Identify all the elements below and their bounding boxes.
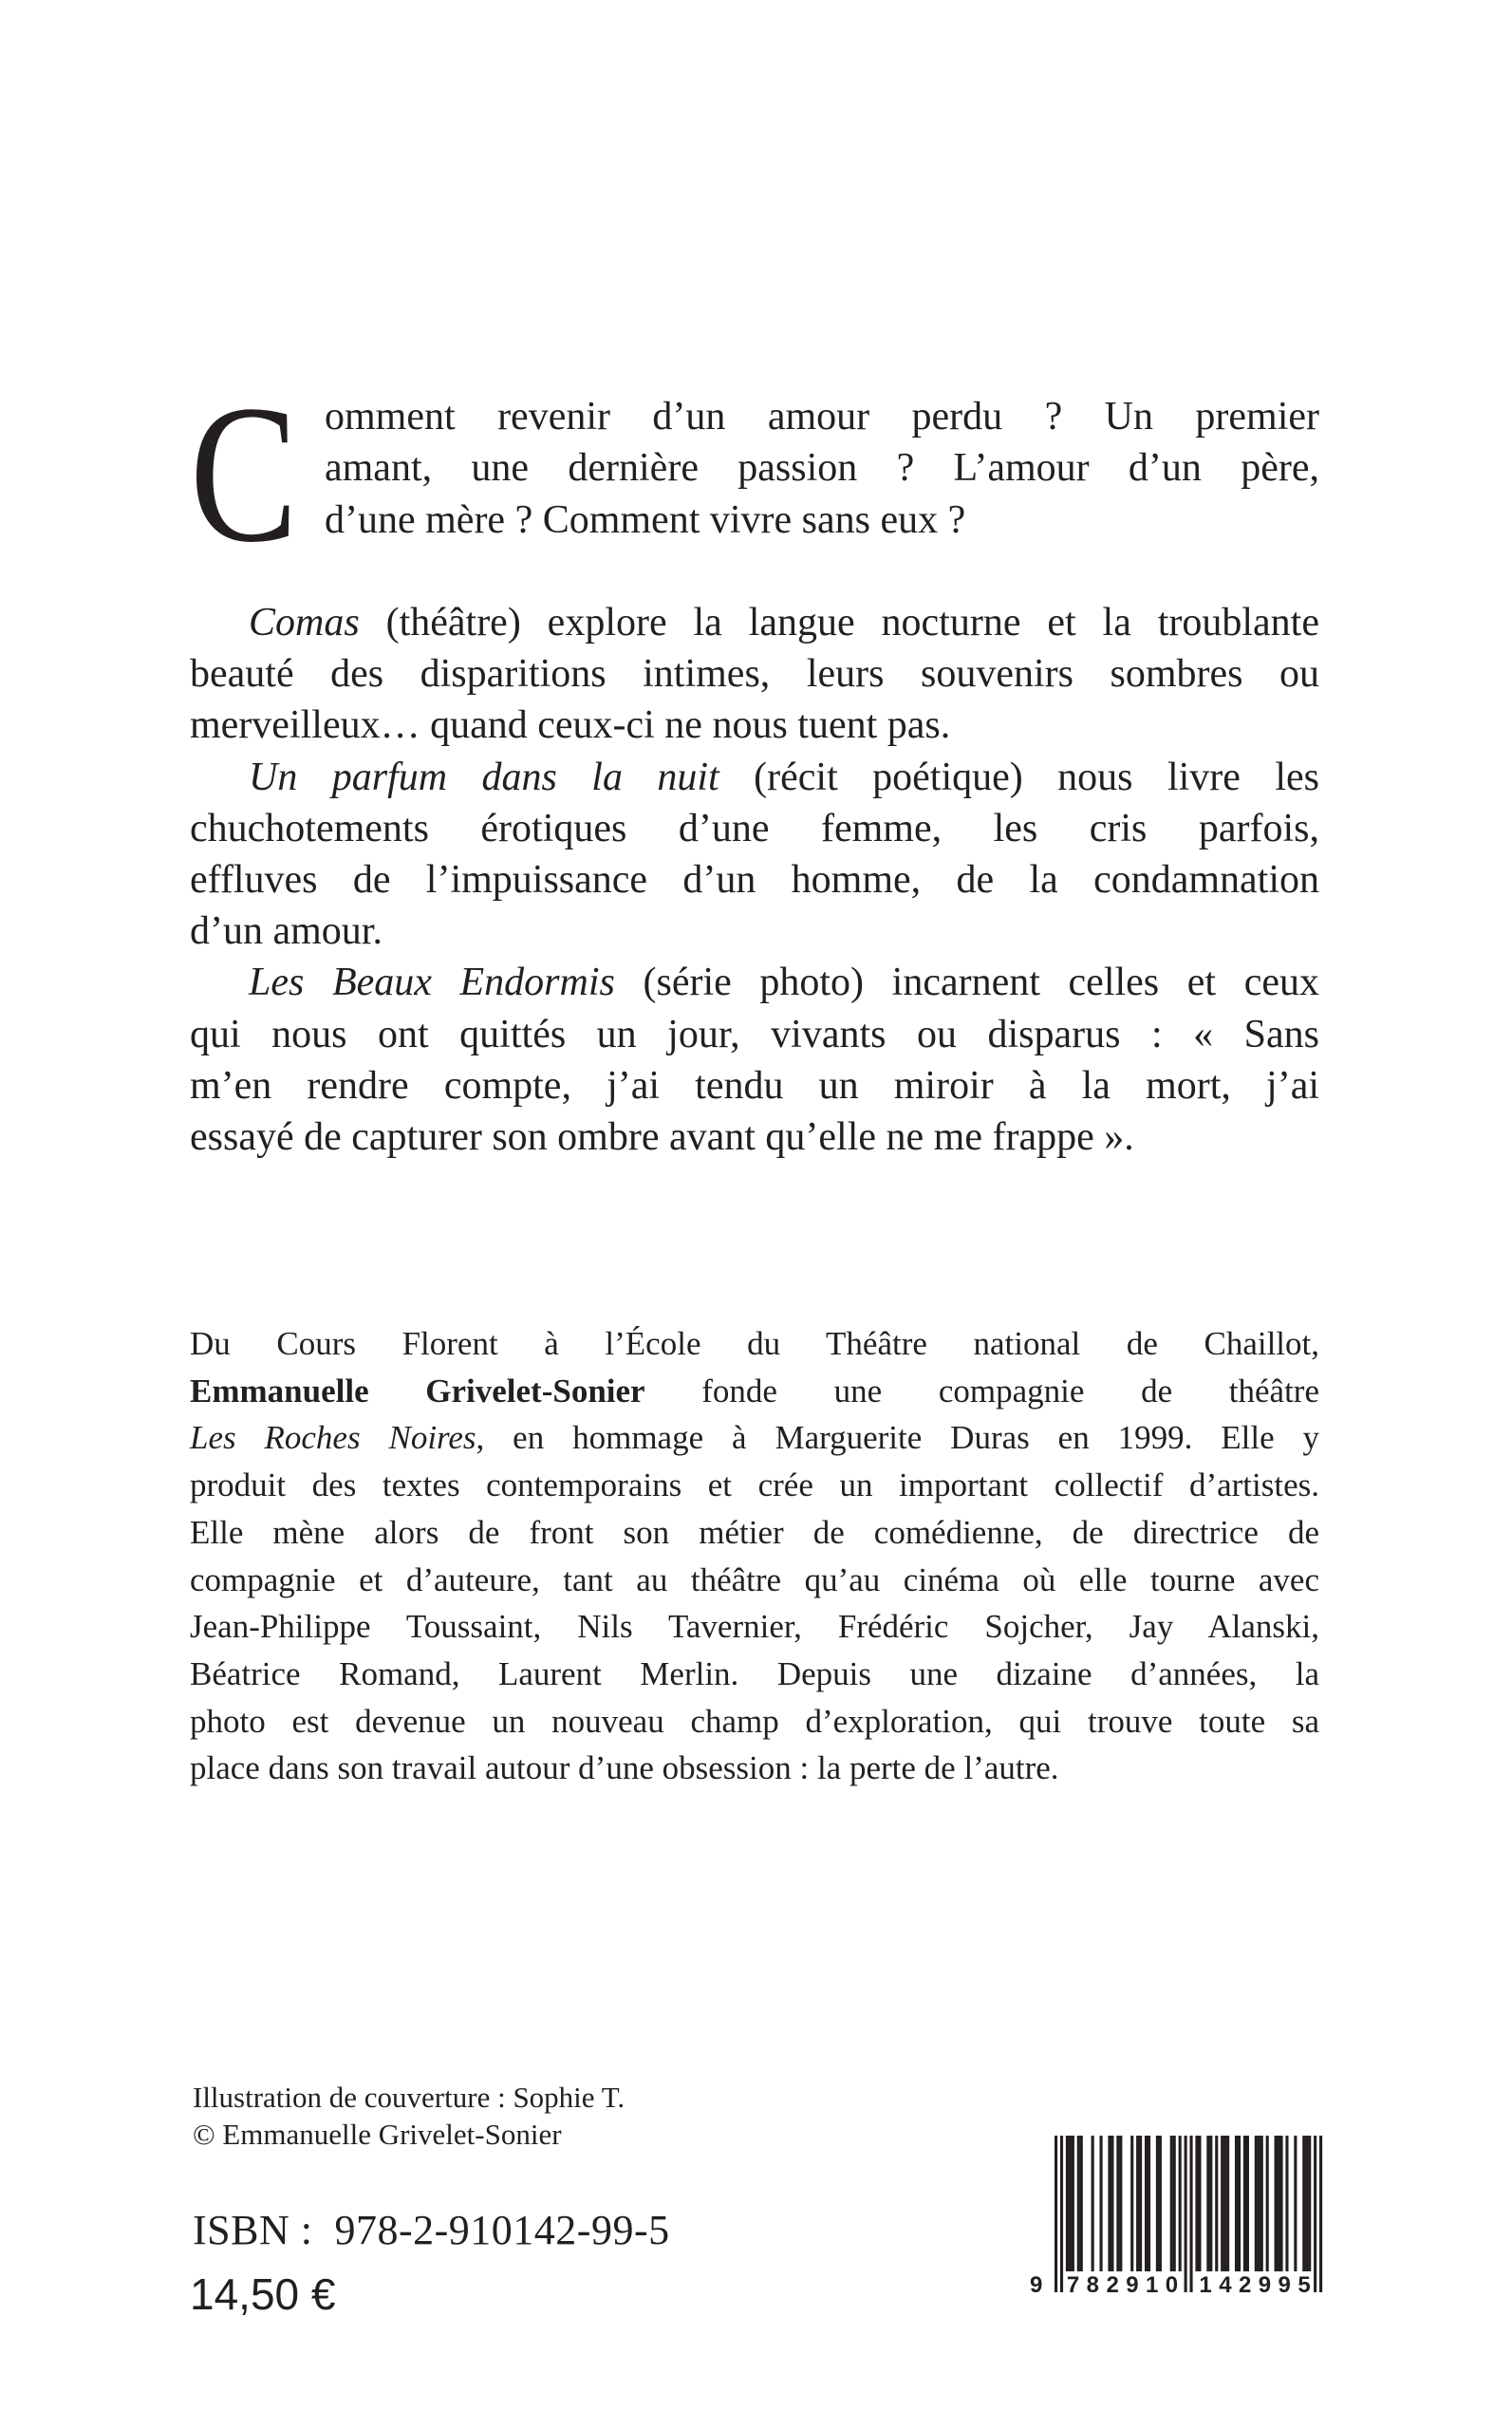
- text-line: [190, 1060, 1319, 1111]
- barcode-bar: [1130, 2136, 1133, 2271]
- barcode-bar: [1119, 2136, 1122, 2271]
- text-run: qui nous ont quittés un jour, vivants ou disparus : « Sans: [190, 1012, 1319, 1056]
- text-line: [249, 597, 1319, 648]
- barcode-bar: [1226, 2136, 1229, 2271]
- barcode-guard-bar: [1319, 2136, 1322, 2292]
- text-line: [190, 1462, 1319, 1509]
- text-run: d’un amour.: [190, 909, 383, 954]
- text-line: [190, 1111, 1134, 1163]
- barcode-bar: [1072, 2136, 1074, 2271]
- text-line: [190, 700, 950, 751]
- italic-title: Les Beaux Endormis: [249, 961, 615, 1005]
- text-line: [190, 1009, 1319, 1060]
- barcode-bar: [1302, 2136, 1305, 2271]
- barcode-bar: [1260, 2136, 1263, 2271]
- text-run: effluves de l’impuissance d’un homme, de la condamnation: [190, 858, 1319, 902]
- text-run: (théâtre) explore la langue nocturne et la troublante: [359, 601, 1319, 644]
- barcode-bar: [1080, 2136, 1083, 2271]
- barcode-digit: 4: [1219, 2272, 1232, 2298]
- text-run: place dans son travail autour d’une obsession : la perte de l’autre.: [190, 1749, 1059, 1787]
- text-run: (série photo) incarnent celles et ceux: [614, 961, 1319, 1005]
- text-line: [190, 1509, 1319, 1557]
- barcode-guard-bar: [1314, 2136, 1316, 2292]
- barcode-bar: [1255, 2136, 1258, 2271]
- text-run: fonde une compagnie de théâtre: [644, 1372, 1319, 1410]
- barcode-bar: [1195, 2136, 1198, 2271]
- isbn: [193, 2207, 670, 2254]
- barcode-bar: [1206, 2136, 1209, 2271]
- text-run: produit des textes contemporains et crée un important collectif d’artistes.: [190, 1466, 1319, 1504]
- text-line: [190, 1557, 1319, 1604]
- barcode-bar: [1066, 2136, 1069, 2271]
- barcode-digit: 8: [1086, 2272, 1100, 2298]
- text-line: [190, 1651, 1319, 1698]
- text-line: [190, 1698, 1319, 1746]
- text-run: photo est devenue un nouveau champ d’exploration, qui trouve toute sa: [190, 1702, 1319, 1740]
- text-run: Jean-Philippe Toussaint, Nils Tavernier, Frédéric Sojcher, Jay Alanski,: [190, 1608, 1319, 1646]
- text-run: (récit poétique) nous livre les: [719, 755, 1319, 799]
- text-line: [325, 442, 1319, 494]
- barcode: [1025, 2136, 1329, 2302]
- text-run: m’en rendre compte, j’ai tendu un miroir à la mort, j’ai: [190, 1063, 1319, 1108]
- barcode-bar: [1279, 2136, 1282, 2271]
- text-line: [190, 1745, 1059, 1792]
- text-run: d’une mère ? Comment vivre sans eux ?: [325, 498, 966, 542]
- barcode-bar: [1099, 2136, 1102, 2271]
- barcode-bar: [1275, 2136, 1278, 2271]
- barcode-bar: [1108, 2136, 1111, 2271]
- barcode-bar: [1148, 2136, 1150, 2271]
- text-line: [190, 1368, 1319, 1415]
- isbn-label: ISBN :: [193, 2207, 313, 2253]
- barcode-digit: 9: [1258, 2272, 1272, 2298]
- barcode-digit: 7: [1066, 2272, 1080, 2298]
- text-line: [249, 957, 1319, 1008]
- drop-cap: C: [190, 364, 298, 583]
- barcode-bar: [1159, 2136, 1162, 2271]
- barcode-bar: [1223, 2136, 1226, 2271]
- barcode-bars: [1055, 2136, 1322, 2292]
- barcode-bar: [1139, 2136, 1142, 2271]
- text-line: [190, 854, 1319, 906]
- barcode-bar: [1092, 2136, 1094, 2271]
- barcode-bar: [1305, 2136, 1308, 2271]
- barcode-bar: [1077, 2136, 1080, 2271]
- barcode-digit: 1: [1146, 2272, 1159, 2298]
- barcode-bar: [1246, 2136, 1249, 2271]
- text-run: beauté des disparitions intimes, leurs souvenirs sombres ou: [190, 652, 1319, 697]
- barcode-bar: [1278, 2136, 1280, 2271]
- text-run: omment revenir d’un amour perdu ? Un premier: [325, 395, 1319, 439]
- text-line: [190, 906, 383, 957]
- barcode-bar: [1258, 2136, 1260, 2271]
- barcode-guard-bar: [1055, 2136, 1057, 2292]
- barcode-bar: [1215, 2136, 1218, 2271]
- barcode-digits: [1030, 2272, 1311, 2298]
- barcode-guard-bar: [1185, 2136, 1187, 2292]
- text-line: [325, 495, 965, 546]
- barcode-guard-bar: [1060, 2136, 1063, 2292]
- text-line: [249, 752, 1319, 803]
- italic-title: Comas: [249, 601, 360, 644]
- barcode-digit: 0: [1165, 2272, 1179, 2298]
- text-run: compagnie et d’auteure, tant au théâtre qu’au cinéma où elle tourne avec: [190, 1560, 1319, 1598]
- italic-title: Un parfum dans la nuit: [249, 755, 719, 799]
- text-run: Béatrice Romand, Laurent Merlin. Depuis une dizaine d’années, la: [190, 1654, 1319, 1692]
- barcode-bar: [1179, 2136, 1182, 2271]
- barcode-bar: [1156, 2136, 1159, 2271]
- author-name: Emmanuelle Grivelet-Sonier: [190, 1372, 645, 1410]
- barcode-bar: [1294, 2136, 1297, 2271]
- barcode-bar: [1308, 2136, 1311, 2271]
- text-line: [190, 803, 1319, 854]
- barcode-bar: [1221, 2136, 1223, 2271]
- text-line: [190, 1414, 1319, 1462]
- barcode-bar: [1235, 2136, 1238, 2271]
- barcode-digit: 1: [1199, 2272, 1212, 2298]
- text-run: Elle mène alors de front son métier de comédienne, de directrice de: [190, 1513, 1319, 1551]
- barcode-digit: 9: [1030, 2272, 1043, 2298]
- text-run: , en hommage à Marguerite Duras en 1999. Elle y: [476, 1419, 1319, 1457]
- barcode-bar: [1069, 2136, 1072, 2271]
- barcode-bar: [1170, 2136, 1173, 2271]
- isbn-value: 978-2-910142-99-5: [334, 2207, 670, 2253]
- barcode-guard-bar: [1189, 2136, 1192, 2292]
- barcode-digit: 2: [1238, 2272, 1252, 2298]
- barcode-digit: 2: [1106, 2272, 1119, 2298]
- barcode-bar: [1209, 2136, 1212, 2271]
- barcode-bar: [1243, 2136, 1246, 2271]
- text-line: [190, 1320, 1319, 1368]
- text-run: Du Cours Florent à l’École du Théâtre national de Chaillot,: [190, 1325, 1319, 1362]
- barcode-digit: 9: [1126, 2272, 1139, 2298]
- italic-title: Les Roches Noires: [190, 1419, 476, 1457]
- barcode-digit: 5: [1297, 2272, 1311, 2298]
- text-run: merveilleux… quand ceux-ci ne nous tuent pas.: [190, 703, 951, 748]
- barcode-digit: 9: [1278, 2272, 1291, 2298]
- text-line: [325, 391, 1319, 442]
- illustration-credit: Illustration de couverture : Sophie T.: [193, 2081, 625, 2114]
- text-line: [190, 648, 1319, 700]
- copyright-notice: © Emmanuelle Grivelet-Sonier: [193, 2118, 562, 2151]
- barcode-bar: [1266, 2136, 1269, 2271]
- text-run: chuchotements érotiques d’une femme, les cris parfois,: [190, 806, 1319, 850]
- text-line: [190, 1603, 1319, 1651]
- barcode-bar: [1145, 2136, 1148, 2271]
- barcode-bar: [1198, 2136, 1201, 2271]
- barcode-bar: [1136, 2136, 1139, 2271]
- barcode-bar: [1285, 2136, 1288, 2271]
- text-run: essayé de capturer son ombre avant qu’elle ne me frappe ».: [190, 1115, 1134, 1159]
- barcode-bar: [1238, 2136, 1241, 2271]
- barcode-bar: [1173, 2136, 1176, 2271]
- text-run: amant, une dernière passion ? L’amour d’un père,: [325, 446, 1319, 490]
- barcode-bar: [1116, 2136, 1119, 2271]
- price: 14,50 €: [190, 2269, 336, 2319]
- barcode-bar: [1111, 2136, 1113, 2271]
